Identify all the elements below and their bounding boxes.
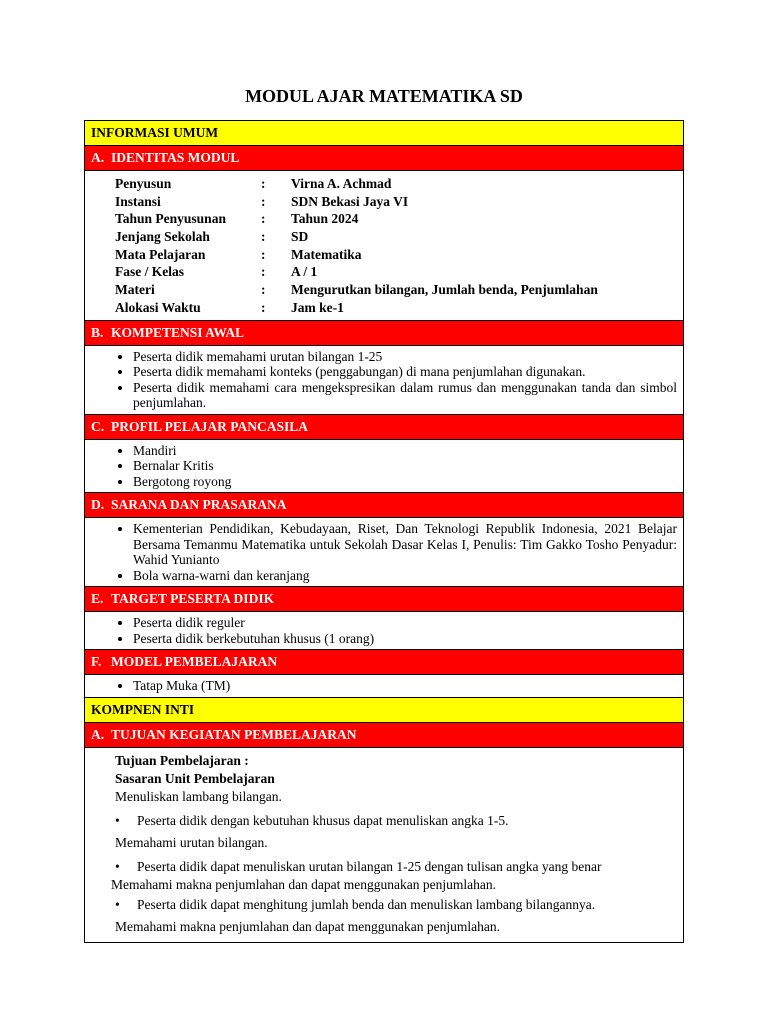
document-title: MODUL AJAR MATEMATIKA SD (245, 86, 523, 106)
section-profil-pelajar (85, 415, 683, 440)
row-colon: : (261, 299, 266, 315)
tujuan-paragraph: Memahami urutan bilangan. (115, 834, 268, 850)
row-value: Tahun 2024 (291, 211, 359, 227)
profil-list (85, 440, 683, 494)
list-item: • Peserta didik memahami cara mengekspresikan dalam rumus dan menggunakan tanda dan simbol penjumlahan. (133, 380, 677, 411)
section-label: IDENTITAS MODUL (111, 150, 240, 165)
row-colon: : (261, 229, 266, 245)
section-label: KOMPETENSI AWAL (111, 324, 245, 340)
row-value: Matematika (291, 246, 362, 262)
tujuan-bullet: • Peserta didik dapat menghitung jumlah benda dan menuliskan lambang bilangannya. (115, 896, 675, 914)
tujuan-paragraph: Menuliskan lambang bilangan. (115, 788, 282, 804)
section-number: C. (91, 418, 105, 434)
identitas-row (115, 210, 683, 228)
row-key: Fase / Kelas (115, 264, 184, 280)
identitas-row (115, 228, 683, 246)
row-key: Penyusun (115, 176, 172, 191)
tujuan-bullet: • Peserta didik dapat menuliskan urutan bilangan 1-25 dengan tulisan angka yang benar (115, 858, 675, 876)
row-key: Materi (115, 282, 155, 298)
row-colon: : (261, 282, 266, 298)
row-key: Mata Pelajaran (115, 246, 206, 262)
section-number: A. (91, 150, 105, 165)
row-colon: : (261, 176, 266, 191)
section-komponen-inti: KOMPNEN INTI (85, 698, 683, 723)
section-number: D. (91, 497, 105, 512)
list-item: • Peserta didik reguler (133, 615, 677, 631)
section-number: A. (91, 726, 105, 742)
section-kompetensi-awal (85, 321, 683, 346)
section-informasi-umum: INFORMASI UMUM (85, 121, 683, 146)
list-item: • Peserta didik memahami urutan bilangan 1-25 (133, 349, 677, 365)
row-value: A / 1 (291, 264, 318, 280)
tujuan-bullet: • Peserta didik dengan kebutuhan khusus dapat menuliskan angka 1-5. (115, 812, 675, 830)
row-value: SD (291, 229, 309, 245)
section-target-peserta (85, 587, 683, 612)
row-key: Alokasi Waktu (115, 299, 201, 315)
tujuan-content (85, 748, 683, 942)
section-model-pembelajaran (85, 650, 683, 675)
list-item: • Mandiri (133, 443, 677, 459)
section-label: TARGET PESERTA DIDIK (111, 591, 275, 606)
kompetensi-list (85, 346, 683, 415)
identitas-row (115, 193, 683, 211)
row-key: Tahun Penyusunan (115, 211, 226, 227)
row-colon: : (261, 246, 266, 262)
sarana-list (85, 518, 683, 587)
tujuan-heading: Tujuan Pembelajaran : (115, 752, 249, 768)
section-number: E. (91, 591, 104, 606)
identitas-row (115, 246, 683, 264)
row-colon: : (261, 193, 266, 209)
model-list (85, 675, 683, 698)
row-value: Mengurutkan bilangan, Jumlah benda, Penjumlahan (291, 282, 598, 298)
list-item: • Peserta didik memahami konteks (penggabungan) di mana penjumlahan digunakan. (133, 364, 677, 380)
section-number: F. (91, 654, 102, 669)
row-colon: : (261, 264, 266, 280)
identitas-list (85, 171, 683, 321)
section-label: SARANA DAN PRASARANA (111, 497, 287, 512)
row-key: Jenjang Sekolah (115, 229, 210, 245)
list-item: • Kementerian Pendidikan, Kebudayaan, Riset, Dan Teknologi Republik Indonesia, 2021 Belajar Bersama Temanmu Matematika untuk Sekolah Dasar Kelas I, Penulis: Tim Gakko Tosho Penyadur: Wahid Yunianto (133, 521, 677, 568)
identitas-row (115, 175, 683, 193)
row-value: SDN Bekasi Jaya VI (291, 193, 409, 209)
section-sarana-prasarana (85, 493, 683, 518)
row-value: Jam ke-1 (291, 299, 344, 315)
section-label: TUJUAN KEGIATAN PEMBELAJARAN (111, 726, 357, 742)
row-key: Instansi (115, 193, 161, 209)
list-item: • Tatap Muka (TM) (133, 678, 677, 694)
row-value: Virna A. Achmad (291, 176, 392, 191)
list-item: • Bergotong royong (133, 474, 677, 490)
section-number: B. (91, 324, 104, 340)
section-label: PROFIL PELAJAR PANCASILA (111, 418, 309, 434)
target-list (85, 612, 683, 650)
section-tujuan-kegiatan (85, 723, 683, 748)
tujuan-paragraph: Memahami makna penjumlahan dan dapat menggunakan penjumlahan. (115, 918, 501, 934)
sasaran-heading: Sasaran Unit Pembelajaran (115, 770, 275, 786)
list-item: • Peserta didik berkebutuhan khusus (1 orang) (133, 631, 677, 647)
module-table (84, 120, 684, 943)
identitas-row (115, 299, 683, 317)
section-identitas-modul (85, 146, 683, 171)
section-label: MODEL PEMBELAJARAN (111, 654, 278, 669)
identitas-row (115, 263, 683, 281)
row-colon: : (261, 211, 266, 227)
list-item: • Bernalar Kritis (133, 458, 677, 474)
identitas-row (115, 281, 683, 299)
tujuan-paragraph: Memahami makna penjumlahan dan dapat menggunakan penjumlahan. (111, 876, 497, 892)
list-item: • Bola warna-warni dan keranjang (133, 568, 677, 584)
